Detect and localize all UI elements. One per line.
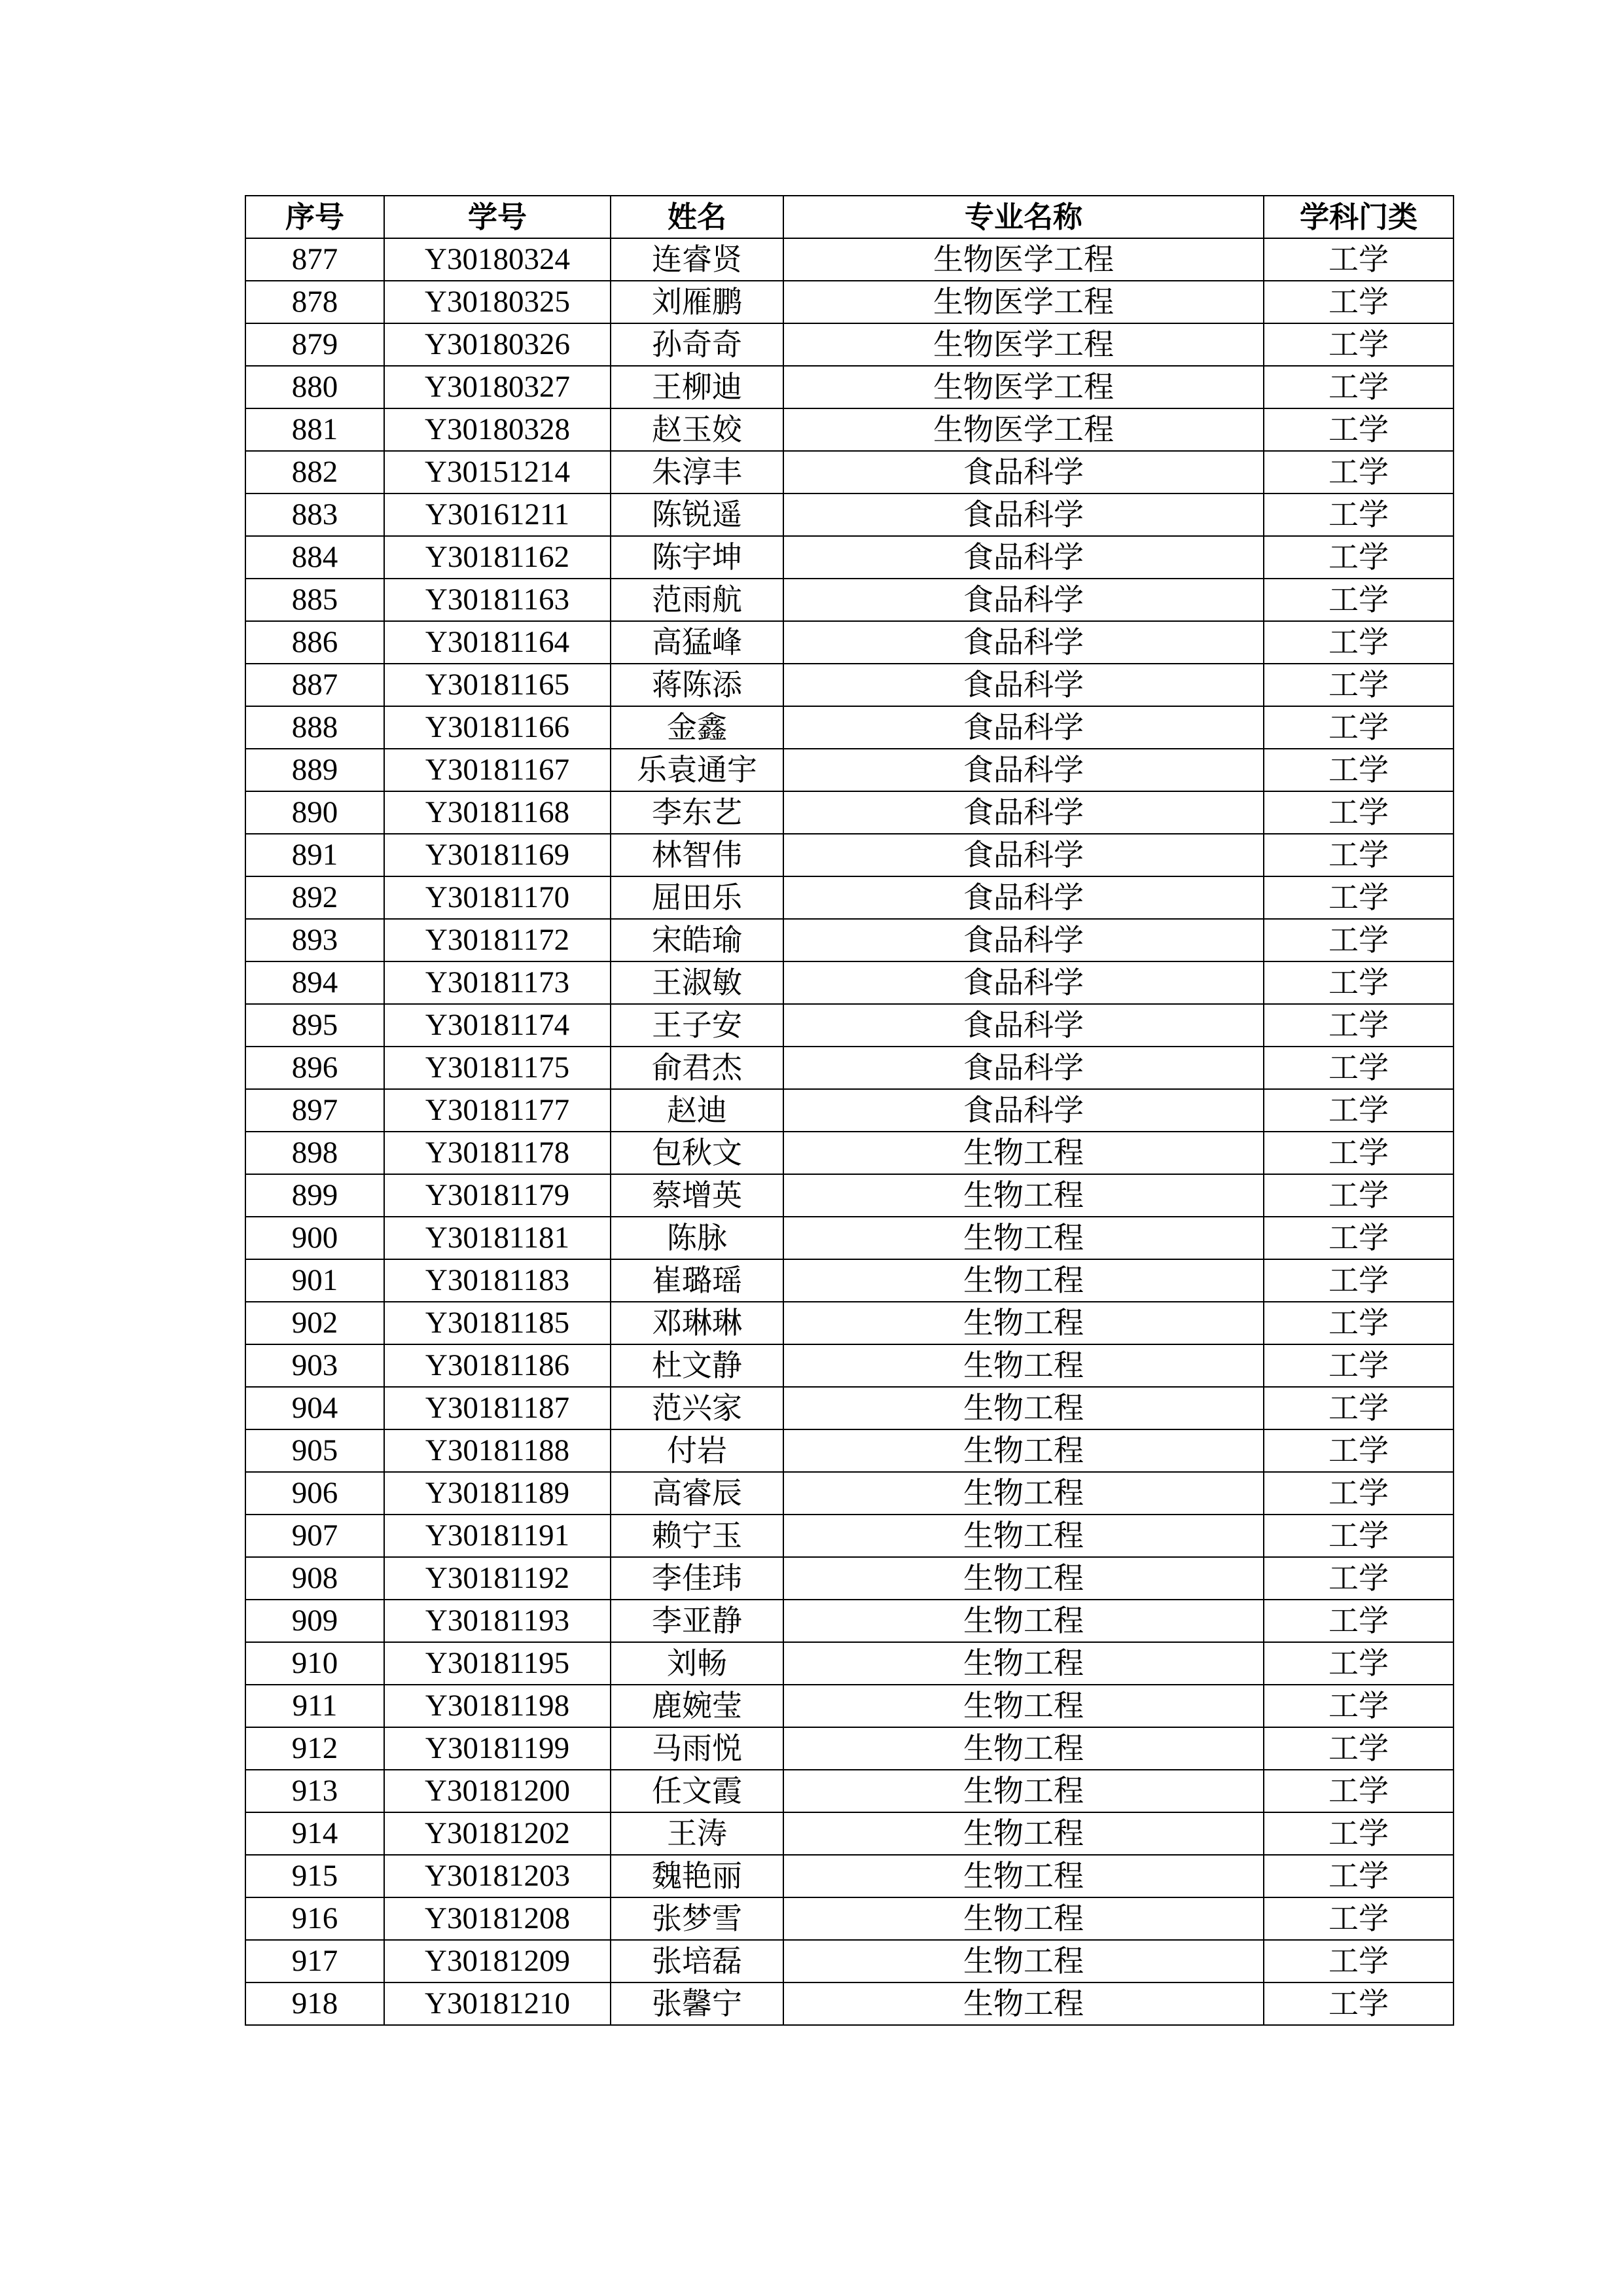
header-name: 姓名	[611, 196, 783, 238]
discipline-cell: 工学	[1264, 1004, 1454, 1047]
discipline-cell: 工学	[1264, 1089, 1454, 1132]
serial-number-cell: 901	[245, 1259, 384, 1302]
student-id-cell: Y30181172	[384, 919, 611, 961]
student-id-cell: Y30181169	[384, 834, 611, 876]
student-id-cell: Y30181186	[384, 1344, 611, 1387]
table-row	[245, 281, 1454, 323]
discipline-cell: 工学	[1264, 1940, 1454, 1982]
major-cell: 生物工程	[783, 1727, 1264, 1770]
table-row	[245, 1812, 1454, 1855]
serial-number-cell: 885	[245, 579, 384, 621]
student-name-cell: 陈锐遥	[611, 493, 783, 536]
discipline-cell: 工学	[1264, 919, 1454, 961]
table-row	[245, 1940, 1454, 1982]
student-name-cell: 张培磊	[611, 1940, 783, 1982]
major-cell: 生物工程	[783, 1302, 1264, 1344]
major-cell: 食品科学	[783, 1047, 1264, 1089]
serial-number-cell: 904	[245, 1387, 384, 1429]
major-cell: 食品科学	[783, 791, 1264, 834]
student-name-cell: 范雨航	[611, 579, 783, 621]
student-id-cell: Y30181199	[384, 1727, 611, 1770]
table-row	[245, 876, 1454, 919]
serial-number-cell: 907	[245, 1515, 384, 1557]
table-row	[245, 1557, 1454, 1600]
header-serial-number: 序号	[245, 196, 384, 238]
student-id-cell: Y30181191	[384, 1515, 611, 1557]
discipline-cell: 工学	[1264, 1132, 1454, 1174]
major-cell: 生物工程	[783, 1770, 1264, 1812]
student-id-cell: Y30181183	[384, 1259, 611, 1302]
discipline-cell: 工学	[1264, 1344, 1454, 1387]
serial-number-cell: 914	[245, 1812, 384, 1855]
discipline-cell: 工学	[1264, 493, 1454, 536]
table-row	[245, 1387, 1454, 1429]
table-row	[245, 1770, 1454, 1812]
student-name-cell: 俞君杰	[611, 1047, 783, 1089]
serial-number-cell: 894	[245, 961, 384, 1004]
student-id-cell: Y30180328	[384, 408, 611, 451]
major-cell: 生物工程	[783, 1515, 1264, 1557]
student-name-cell: 刘畅	[611, 1642, 783, 1685]
student-id-cell: Y30181203	[384, 1855, 611, 1897]
student-id-cell: Y30181189	[384, 1472, 611, 1515]
discipline-cell: 工学	[1264, 536, 1454, 579]
student-id-cell: Y30181193	[384, 1600, 611, 1642]
student-name-cell: 朱淳丰	[611, 451, 783, 493]
table-row	[245, 664, 1454, 706]
table-row	[245, 1727, 1454, 1770]
major-cell: 生物工程	[783, 1174, 1264, 1217]
student-id-cell: Y30181200	[384, 1770, 611, 1812]
student-name-cell: 邓琳琳	[611, 1302, 783, 1344]
table-row	[245, 1217, 1454, 1259]
student-id-cell: Y30180325	[384, 281, 611, 323]
discipline-cell: 工学	[1264, 791, 1454, 834]
discipline-cell: 工学	[1264, 1472, 1454, 1515]
serial-number-cell: 880	[245, 366, 384, 408]
student-id-cell: Y30181162	[384, 536, 611, 579]
serial-number-cell: 878	[245, 281, 384, 323]
student-id-cell: Y30181166	[384, 706, 611, 749]
student-name-cell: 鹿婉莹	[611, 1685, 783, 1727]
discipline-cell: 工学	[1264, 876, 1454, 919]
discipline-cell: 工学	[1264, 1855, 1454, 1897]
header-discipline: 学科门类	[1264, 196, 1454, 238]
serial-number-cell: 888	[245, 706, 384, 749]
student-name-cell: 李亚静	[611, 1600, 783, 1642]
major-cell: 生物医学工程	[783, 408, 1264, 451]
student-name-cell: 王子安	[611, 1004, 783, 1047]
student-name-cell: 高睿辰	[611, 1472, 783, 1515]
major-cell: 食品科学	[783, 536, 1264, 579]
table-row	[245, 1472, 1454, 1515]
serial-number-cell: 884	[245, 536, 384, 579]
student-name-cell: 张梦雪	[611, 1897, 783, 1940]
student-name-cell: 李佳玮	[611, 1557, 783, 1600]
serial-number-cell: 879	[245, 323, 384, 366]
major-cell: 生物工程	[783, 1600, 1264, 1642]
table-row	[245, 451, 1454, 493]
table-row	[245, 1174, 1454, 1217]
student-id-cell: Y30181164	[384, 621, 611, 664]
student-name-cell: 蔡增英	[611, 1174, 783, 1217]
serial-number-cell: 906	[245, 1472, 384, 1515]
major-cell: 生物医学工程	[783, 366, 1264, 408]
student-name-cell: 连睿贤	[611, 238, 783, 281]
serial-number-cell: 900	[245, 1217, 384, 1259]
discipline-cell: 工学	[1264, 1727, 1454, 1770]
serial-number-cell: 916	[245, 1897, 384, 1940]
discipline-cell: 工学	[1264, 749, 1454, 791]
discipline-cell: 工学	[1264, 961, 1454, 1004]
discipline-cell: 工学	[1264, 1259, 1454, 1302]
student-id-cell: Y30181177	[384, 1089, 611, 1132]
serial-number-cell: 897	[245, 1089, 384, 1132]
serial-number-cell: 910	[245, 1642, 384, 1685]
student-id-cell: Y30181173	[384, 961, 611, 1004]
discipline-cell: 工学	[1264, 1557, 1454, 1600]
serial-number-cell: 896	[245, 1047, 384, 1089]
student-name-cell: 乐袁通宇	[611, 749, 783, 791]
table-row	[245, 1004, 1454, 1047]
student-name-cell: 赵迪	[611, 1089, 783, 1132]
major-cell: 生物工程	[783, 1217, 1264, 1259]
major-cell: 食品科学	[783, 876, 1264, 919]
table-row	[245, 791, 1454, 834]
serial-number-cell: 905	[245, 1429, 384, 1472]
serial-number-cell: 911	[245, 1685, 384, 1727]
student-id-cell: Y30181178	[384, 1132, 611, 1174]
serial-number-cell: 915	[245, 1855, 384, 1897]
major-cell: 生物工程	[783, 1812, 1264, 1855]
serial-number-cell: 886	[245, 621, 384, 664]
student-name-cell: 高猛峰	[611, 621, 783, 664]
student-roster-table	[245, 195, 1454, 2026]
major-cell: 生物工程	[783, 1387, 1264, 1429]
major-cell: 食品科学	[783, 1089, 1264, 1132]
table-row	[245, 1259, 1454, 1302]
major-cell: 食品科学	[783, 493, 1264, 536]
major-cell: 食品科学	[783, 664, 1264, 706]
student-name-cell: 屈田乐	[611, 876, 783, 919]
discipline-cell: 工学	[1264, 1047, 1454, 1089]
table-row	[245, 536, 1454, 579]
major-cell: 食品科学	[783, 706, 1264, 749]
discipline-cell: 工学	[1264, 834, 1454, 876]
student-name-cell: 马雨悦	[611, 1727, 783, 1770]
discipline-cell: 工学	[1264, 579, 1454, 621]
major-cell: 生物工程	[783, 1344, 1264, 1387]
student-id-cell: Y30161211	[384, 493, 611, 536]
student-name-cell: 杜文静	[611, 1344, 783, 1387]
student-id-cell: Y30180327	[384, 366, 611, 408]
header-major: 专业名称	[783, 196, 1264, 238]
discipline-cell: 工学	[1264, 408, 1454, 451]
student-id-cell: Y30181179	[384, 1174, 611, 1217]
table-row	[245, 1132, 1454, 1174]
student-name-cell: 包秋文	[611, 1132, 783, 1174]
table-header	[245, 196, 1454, 238]
student-id-cell: Y30181202	[384, 1812, 611, 1855]
major-cell: 食品科学	[783, 579, 1264, 621]
major-cell: 生物工程	[783, 1557, 1264, 1600]
table-row	[245, 621, 1454, 664]
student-name-cell: 崔璐瑶	[611, 1259, 783, 1302]
student-id-cell: Y30181208	[384, 1897, 611, 1940]
student-id-cell: Y30181170	[384, 876, 611, 919]
serial-number-cell: 893	[245, 919, 384, 961]
student-name-cell: 李东艺	[611, 791, 783, 834]
table-row	[245, 1897, 1454, 1940]
major-cell: 食品科学	[783, 621, 1264, 664]
student-id-cell: Y30181195	[384, 1642, 611, 1685]
table-row	[245, 961, 1454, 1004]
header-student-id: 学号	[384, 196, 611, 238]
table-row	[245, 1344, 1454, 1387]
student-id-cell: Y30180326	[384, 323, 611, 366]
serial-number-cell: 889	[245, 749, 384, 791]
major-cell: 生物医学工程	[783, 238, 1264, 281]
student-name-cell: 王柳迪	[611, 366, 783, 408]
student-name-cell: 赖宁玉	[611, 1515, 783, 1557]
table-row	[245, 323, 1454, 366]
major-cell: 食品科学	[783, 919, 1264, 961]
serial-number-cell: 881	[245, 408, 384, 451]
table-row	[245, 1982, 1454, 2025]
major-cell: 食品科学	[783, 1004, 1264, 1047]
discipline-cell: 工学	[1264, 1515, 1454, 1557]
student-id-cell: Y30180324	[384, 238, 611, 281]
serial-number-cell: 891	[245, 834, 384, 876]
serial-number-cell: 883	[245, 493, 384, 536]
discipline-cell: 工学	[1264, 1982, 1454, 2025]
student-name-cell: 蒋陈添	[611, 664, 783, 706]
table-row	[245, 238, 1454, 281]
major-cell: 生物工程	[783, 1940, 1264, 1982]
discipline-cell: 工学	[1264, 281, 1454, 323]
major-cell: 生物工程	[783, 1642, 1264, 1685]
discipline-cell: 工学	[1264, 1387, 1454, 1429]
serial-number-cell: 912	[245, 1727, 384, 1770]
student-name-cell: 王涛	[611, 1812, 783, 1855]
student-name-cell: 魏艳丽	[611, 1855, 783, 1897]
serial-number-cell: 908	[245, 1557, 384, 1600]
table-row	[245, 919, 1454, 961]
serial-number-cell: 899	[245, 1174, 384, 1217]
student-id-cell: Y30181185	[384, 1302, 611, 1344]
table-row	[245, 749, 1454, 791]
student-id-cell: Y30181192	[384, 1557, 611, 1600]
discipline-cell: 工学	[1264, 706, 1454, 749]
student-id-cell: Y30181163	[384, 579, 611, 621]
discipline-cell: 工学	[1264, 1897, 1454, 1940]
table-body	[245, 238, 1454, 2025]
student-name-cell: 刘雁鹏	[611, 281, 783, 323]
discipline-cell: 工学	[1264, 1302, 1454, 1344]
student-id-cell: Y30181174	[384, 1004, 611, 1047]
discipline-cell: 工学	[1264, 1685, 1454, 1727]
discipline-cell: 工学	[1264, 451, 1454, 493]
discipline-cell: 工学	[1264, 1217, 1454, 1259]
student-id-cell: Y30181181	[384, 1217, 611, 1259]
serial-number-cell: 887	[245, 664, 384, 706]
major-cell: 食品科学	[783, 961, 1264, 1004]
student-name-cell: 孙奇奇	[611, 323, 783, 366]
serial-number-cell: 909	[245, 1600, 384, 1642]
major-cell: 食品科学	[783, 834, 1264, 876]
discipline-cell: 工学	[1264, 664, 1454, 706]
student-name-cell: 陈宇坤	[611, 536, 783, 579]
serial-number-cell: 903	[245, 1344, 384, 1387]
table-row	[245, 493, 1454, 536]
discipline-cell: 工学	[1264, 366, 1454, 408]
student-name-cell: 王淑敏	[611, 961, 783, 1004]
discipline-cell: 工学	[1264, 1429, 1454, 1472]
student-id-cell: Y30181188	[384, 1429, 611, 1472]
table-row	[245, 366, 1454, 408]
serial-number-cell: 913	[245, 1770, 384, 1812]
discipline-cell: 工学	[1264, 238, 1454, 281]
table-row	[245, 1429, 1454, 1472]
serial-number-cell: 895	[245, 1004, 384, 1047]
table-row	[245, 408, 1454, 451]
student-name-cell: 林智伟	[611, 834, 783, 876]
student-name-cell: 宋皓瑜	[611, 919, 783, 961]
student-id-cell: Y30181209	[384, 1940, 611, 1982]
major-cell: 生物工程	[783, 1429, 1264, 1472]
table-row	[245, 1089, 1454, 1132]
discipline-cell: 工学	[1264, 1642, 1454, 1685]
table-row	[245, 1642, 1454, 1685]
table-row	[245, 1515, 1454, 1557]
student-name-cell: 张馨宁	[611, 1982, 783, 2025]
student-id-cell: Y30181168	[384, 791, 611, 834]
serial-number-cell: 882	[245, 451, 384, 493]
serial-number-cell: 917	[245, 1940, 384, 1982]
table-row	[245, 1600, 1454, 1642]
serial-number-cell: 918	[245, 1982, 384, 2025]
student-name-cell: 任文霞	[611, 1770, 783, 1812]
student-name-cell: 范兴家	[611, 1387, 783, 1429]
student-id-cell: Y30181210	[384, 1982, 611, 2025]
major-cell: 生物工程	[783, 1685, 1264, 1727]
discipline-cell: 工学	[1264, 1812, 1454, 1855]
student-id-cell: Y30151214	[384, 451, 611, 493]
student-name-cell: 陈脉	[611, 1217, 783, 1259]
table-row	[245, 1685, 1454, 1727]
discipline-cell: 工学	[1264, 1174, 1454, 1217]
student-id-cell: Y30181165	[384, 664, 611, 706]
major-cell: 生物工程	[783, 1855, 1264, 1897]
table-row	[245, 579, 1454, 621]
serial-number-cell: 877	[245, 238, 384, 281]
discipline-cell: 工学	[1264, 1770, 1454, 1812]
serial-number-cell: 892	[245, 876, 384, 919]
discipline-cell: 工学	[1264, 323, 1454, 366]
table-row	[245, 834, 1454, 876]
major-cell: 生物工程	[783, 1982, 1264, 2025]
header-row	[245, 196, 1454, 238]
major-cell: 生物工程	[783, 1472, 1264, 1515]
student-name-cell: 付岩	[611, 1429, 783, 1472]
student-id-cell: Y30181187	[384, 1387, 611, 1429]
major-cell: 食品科学	[783, 749, 1264, 791]
table-row	[245, 706, 1454, 749]
major-cell: 生物工程	[783, 1897, 1264, 1940]
table-row	[245, 1302, 1454, 1344]
serial-number-cell: 902	[245, 1302, 384, 1344]
student-name-cell: 赵玉姣	[611, 408, 783, 451]
major-cell: 生物工程	[783, 1132, 1264, 1174]
discipline-cell: 工学	[1264, 621, 1454, 664]
major-cell: 生物医学工程	[783, 281, 1264, 323]
student-id-cell: Y30181167	[384, 749, 611, 791]
major-cell: 生物工程	[783, 1259, 1264, 1302]
student-id-cell: Y30181175	[384, 1047, 611, 1089]
student-name-cell: 金鑫	[611, 706, 783, 749]
serial-number-cell: 890	[245, 791, 384, 834]
serial-number-cell: 898	[245, 1132, 384, 1174]
table-row	[245, 1855, 1454, 1897]
table-row	[245, 1047, 1454, 1089]
major-cell: 生物医学工程	[783, 323, 1264, 366]
discipline-cell: 工学	[1264, 1600, 1454, 1642]
student-id-cell: Y30181198	[384, 1685, 611, 1727]
major-cell: 食品科学	[783, 451, 1264, 493]
